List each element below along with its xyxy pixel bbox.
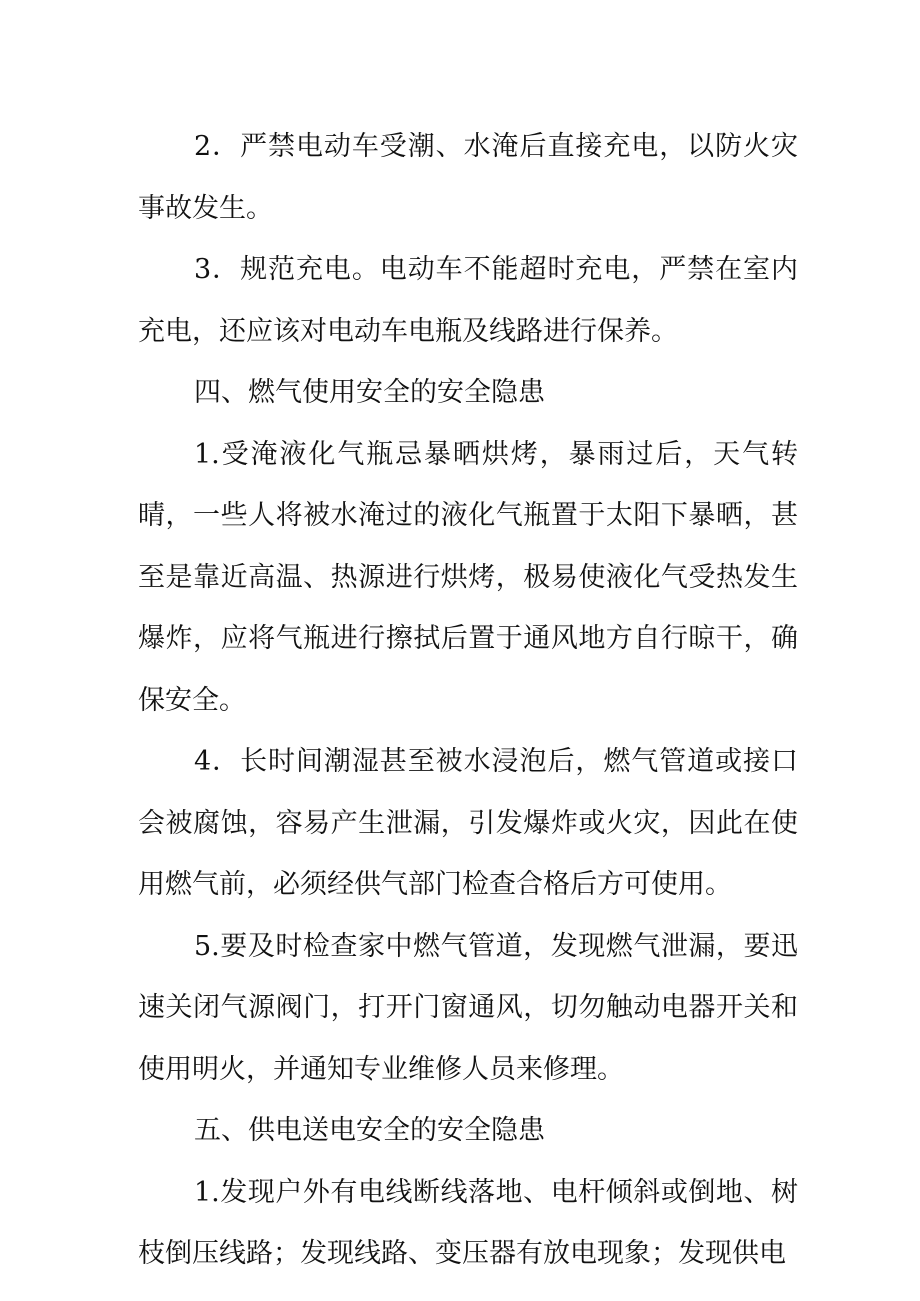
document-body	[138, 116, 798, 1285]
section-heading-gas-safety: 四、燃气使用安全的安全隐患	[194, 377, 545, 408]
paragraph-gas-pipe-corrosion: 4．长时间潮湿甚至被水浸泡后，燃气管道或接口会被腐蚀，容易产生泄漏，引发爆炸或火灾，因此在使用燃气前，必须经供气部门检查合格后方可使用。	[138, 746, 798, 900]
paragraph-gas-leak-response: 5.要及时检查家中燃气管道，发现燃气泄漏，要迅速关闭气源阀门，打开门窗通风，切勿触动电器开关和使用明火，并通知专业维修人员来修理。	[138, 930, 798, 1085]
paragraph-ebike-no-wet-charging: 2．严禁电动车受潮、水淹后直接充电，以防火灾事故发生。	[138, 131, 798, 224]
paragraph-gas-cylinder-drying: 1.受淹液化气瓶忌暴晒烘烤，暴雨过后，天气转晴，一些人将被水淹过的液化气瓶置于太阳下暴晒，甚至是靠近高温、热源进行烘烤，极易使液化气受热发生爆炸，应将气瓶进行擦拭后置于通风地方自行晾干，确保安全。	[138, 438, 798, 716]
section-heading-power-safety: 五、供电送电安全的安全隐患	[194, 1115, 545, 1146]
paragraph-power-line-hazards: 1.发现户外有电线断线落地、电杆倾斜或倒地、树枝倒压线路；发现线路、变压器有放电现象；发现供电	[138, 1176, 798, 1269]
paragraph-ebike-charging-rules: 3．规范充电。电动车不能超时充电，严禁在室内充电，还应该对电动车电瓶及线路进行保养。	[138, 254, 798, 347]
